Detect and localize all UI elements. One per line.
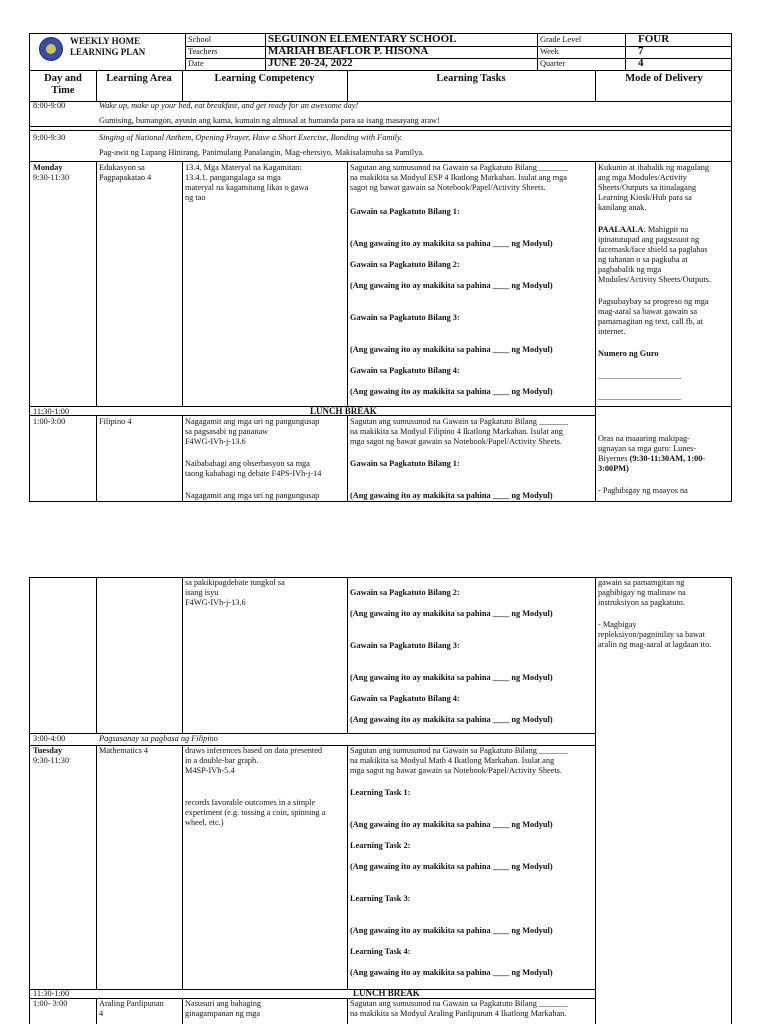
school-label: School <box>188 35 212 44</box>
math-page-4: (Ang gawaing ito ay makikita sa pahina ____ ng Modyul) <box>350 968 553 977</box>
quarter-label: Quarter <box>540 59 566 68</box>
delivery-line: kanilang anak. <box>598 203 647 212</box>
monday-day: Monday <box>33 163 63 172</box>
esp-area-2: Pagpapakatao 4 <box>99 173 152 182</box>
math-intro-2: na makikita sa Modyul Math 4 Ikatlong Markahan. Isulat ang <box>350 756 555 765</box>
reading-activity: Pagsasanay sa pagbasa ng Filipino <box>99 734 218 743</box>
date-label: Date <box>188 59 204 68</box>
esp-task-2: Gawain sa Pagkatuto Bilang 2: <box>350 260 460 269</box>
paalaala-note <box>598 225 688 235</box>
fil-intro-3: mga sagot ng bawat gawain sa Notebook/Papel/Activity Sheets. <box>350 437 562 446</box>
ap-intro-1: Sagutan ang sumusunod na Gawain sa Pagkatuto Bilang _______ <box>350 999 568 1008</box>
esp-comp-2: 13.4.1. pangangalaga sa mga <box>185 173 281 182</box>
delivery-line: repleksiyon/pagninilay sa bawat <box>598 630 705 639</box>
delivery-line: - Pagbibigay ng maayos na <box>598 486 688 495</box>
delivery-line: Sheets/Outputs sa itinalagang <box>598 183 697 192</box>
tuesday-day: Tuesday <box>33 746 63 755</box>
filipino-area: Filipino 4 <box>99 417 132 426</box>
col-header-day-time-1: Day and <box>44 73 82 84</box>
math-task-2: Learning Task 2: <box>350 841 411 850</box>
esp-task-1: Gawain sa Pagkatuto Bilang 1: <box>350 207 460 216</box>
fil-task-4: Gawain sa Pagkatuto Bilang 4: <box>350 694 460 703</box>
delivery-line: Kukunin at ibabalik ng magulang <box>598 163 710 172</box>
oras-line <box>598 454 705 464</box>
fil-page-2: (Ang gawaing ito ay makikita sa pahina ____ ng Modyul) <box>350 609 553 618</box>
col-header-competency: Learning Competency <box>214 73 315 84</box>
quarter-value: 4 <box>638 57 644 69</box>
ap-comp-2: ginagampanan ng mga <box>185 1009 261 1018</box>
esp-task-4: Gawain sa Pagkatuto Bilang 4: <box>350 366 460 375</box>
fil-task-3: Gawain sa Pagkatuto Bilang 3: <box>350 641 460 650</box>
plan-title-line1: WEEKLY HOME <box>70 36 141 46</box>
esp-task-3: Gawain sa Pagkatuto Bilang 3: <box>350 313 460 322</box>
delivery-line: ng tahanan o sa pagkuha at <box>598 255 688 264</box>
esp-intro-3: sagot ng bawat gawain sa Notebook/Papel/Activity Sheets. <box>350 183 546 192</box>
ap-comp-1: Nasusuri ang bahaging <box>185 999 262 1008</box>
esp-comp-3: materyal na kagamitang likas o gawa <box>185 183 309 192</box>
delivery-line: gawain sa pamamgitan ng <box>598 578 685 587</box>
lunch2-label: LUNCH BREAK <box>353 988 420 998</box>
ap-intro-2: na makikita sa Modyul Araling Panlipunan 4 Ikatlong Markahan. <box>350 1009 567 1018</box>
esp-comp-1: 13.4. Mga Materyal na Kagamitan: <box>185 163 302 172</box>
math-page-3: (Ang gawaing ito ay makikita sa pahina ____ ng Modyul) <box>350 926 553 935</box>
tuesday-time: 9:30-11:30 <box>33 756 70 765</box>
esp-intro-2: na makikita sa Modyul ESP 4 Ikatlong Markahan. Isulat ang mga <box>350 173 567 182</box>
col-header-delivery: Mode of Delivery <box>625 73 703 84</box>
week-label: Week <box>540 47 559 56</box>
delivery-line: Modules/Activity Sheets/Outputs. <box>598 275 711 284</box>
delivery-line: aralin ng mag-aaral at lagdaan ito. <box>598 640 712 649</box>
esp-area-1: Edukasyon sa <box>99 163 145 172</box>
fil-comp-2: sa pagsasabi ng pananaw <box>185 427 269 436</box>
delivery-line: pagbibigay ng malinaw na <box>598 588 686 597</box>
fil-comp-6: Nagagamit ang mga uri ng pangungusap <box>185 491 320 500</box>
delivery-line: ipinatutupad ang pagsusuot ng <box>598 235 700 244</box>
lunch1-time: 11:30-1:00 <box>33 407 70 416</box>
math-task-1: Learning Task 1: <box>350 788 411 797</box>
numero-ng-guro: Numero ng Guro <box>598 349 659 358</box>
paalaala-label: PAALAALA <box>598 225 644 234</box>
delivery-line: Learning Kiosk/Hub para sa <box>598 193 692 202</box>
filipino-time: 1:00-3:00 <box>33 417 66 426</box>
delivery-line: ugnayan sa mga guro: Lunes- <box>598 444 697 453</box>
plan-title-line2: LEARNING PLAN <box>70 47 146 57</box>
math-comp-2: in a double-bar graph. <box>185 756 259 765</box>
routine1-time: 8:00-9:00 <box>33 101 66 110</box>
oras-day: Biyernes <box>598 454 630 463</box>
fil-intro-2: na makikita sa Modyul Filipino 4 Ikatlong Markahan. Isulat ang <box>350 427 563 436</box>
monday-time: 9:30-11:30 <box>33 173 70 182</box>
esp-page-4: (Ang gawaing ito ay makikita sa pahina ____ ng Modyul) <box>350 387 553 396</box>
esp-page-1: (Ang gawaing ito ay makikita sa pahina ____ ng Modyul) <box>350 239 553 248</box>
fil-comp-cont-1: sa pakikipagdebate tungkol sa <box>185 578 285 587</box>
delivery-line: internet. <box>598 327 626 336</box>
fil-comp-4: Naibabahagi ang obserbasyon sa mga <box>185 459 310 468</box>
week-value: 7 <box>638 45 644 57</box>
blank-line-1: ____________________ <box>598 371 681 380</box>
math-task-3: Learning Task 3: <box>350 894 411 903</box>
fil-comp-3: F4WG-IVh-j-13.6 <box>185 437 246 446</box>
grade-level-value: FOUR <box>638 33 670 45</box>
fil-comp-cont-2: isang isyu <box>185 588 219 597</box>
delivery-line: pagbabalik ng mga <box>598 265 662 274</box>
delivery-line: Pagsubaybay sa progreso ng mga <box>598 297 709 306</box>
ap-time: 1:00- 3:00 <box>33 999 68 1008</box>
fil-comp-5: taong kabahagi ng debate F4PS-IVh-j-14 <box>185 469 322 478</box>
math-comp-4: records favorable outcomes in a simple <box>185 798 316 807</box>
math-area: Mathematics 4 <box>99 746 149 755</box>
delivery-line: pamamagitan ng text, call fb, at <box>598 317 703 326</box>
oras-hours: (9:30-11:30AM, 1:00- <box>629 454 706 463</box>
school-value: SEGUINON ELEMENTARY SCHOOL <box>268 33 457 45</box>
fil-page-4: (Ang gawaing ito ay makikita sa pahina ____ ng Modyul) <box>350 715 553 724</box>
math-comp-5: experiment (e.g. tossing a coin, spinning a <box>185 808 326 817</box>
esp-page-2: (Ang gawaing ito ay makikita sa pahina ____ ng Modyul) <box>350 281 553 290</box>
math-page-2: (Ang gawaing ito ay makikita sa pahina ____ ng Modyul) <box>350 862 553 871</box>
math-comp-3: M4SP-IVh-5.4 <box>185 766 235 775</box>
lunch2-time: 11:30-1:00 <box>33 989 70 998</box>
math-comp-1: draws inferences based on data presented <box>185 746 323 755</box>
delivery-line: ang mga Modules/Activity <box>598 173 687 182</box>
esp-intro-1: Sagutan ang sumusunod na Gawain sa Pagkatuto Bilang _______ <box>350 163 568 172</box>
ap-area-1: Araling Panlipunan <box>99 999 164 1008</box>
col-header-tasks: Learning Tasks <box>436 73 506 84</box>
routine2-line2: Pag-awit ng Lupang Hinirang, Panimulang Panalangin, Mag-ehersiyo, Makisalamuha sa Pamilya. <box>99 148 425 157</box>
ap-area-2: 4 <box>99 1009 104 1018</box>
fil-task-1: Gawain sa Pagkatuto Bilang 1: <box>350 459 460 468</box>
col-header-learning-area: Learning Area <box>106 73 172 84</box>
fil-intro-1: Sagutan ang sumusunod na Gawain sa Pagkatuto Bilang _______ <box>350 417 568 426</box>
delivery-line: mag-aaral sa bawat gawain sa <box>598 307 698 316</box>
date-value: JUNE 20-24, 2022 <box>268 57 353 69</box>
plan-page-1 <box>29 33 732 502</box>
paalaala-text: : Mahigpit na <box>643 225 689 234</box>
lunch1-label: LUNCH BREAK <box>310 406 377 416</box>
fil-comp-cont-3: F4WG-IVh-j-13.6 <box>185 598 246 607</box>
reading-time: 3:00-4:00 <box>33 734 66 743</box>
math-page-1: (Ang gawaing ito ay makikita sa pahina ____ ng Modyul) <box>350 820 553 829</box>
fil-page-3: (Ang gawaing ito ay makikita sa pahina ____ ng Modyul) <box>350 673 553 682</box>
routine1-line1: Wake up, make up your bed, eat breakfast, and get ready for an awesome day! <box>99 101 359 110</box>
delivery-line: Oras na maaaring makipag- <box>598 434 690 443</box>
routine2-time: 9:00-9:30 <box>33 133 66 142</box>
esp-comp-4: ng tao <box>185 193 206 202</box>
blank-line-2: ____________________ <box>598 392 681 401</box>
routine2-line1: Singing of National Anthem, Opening Prayer, Have a Short Exercise, Bonding with Family. <box>99 133 403 142</box>
delivery-line: facemask/face shield sa paglabas <box>598 245 708 254</box>
math-intro-3: mga sagot ng bawat gawain sa Notebook/Papel/Activity Sheets. <box>350 766 562 775</box>
teachers-label: Teachers <box>188 47 218 56</box>
col-header-day-time-2: Time <box>51 85 75 96</box>
deped-seal-logo <box>39 37 63 61</box>
delivery-line: - Magbigay <box>598 620 637 629</box>
math-comp-6: wheel, etc.) <box>185 818 224 827</box>
grade-level-label: Grade Level <box>540 35 582 44</box>
math-task-4: Learning Task 4: <box>350 947 411 956</box>
plan-page-2 <box>29 577 732 1024</box>
fil-page-1: (Ang gawaing ito ay makikita sa pahina ____ ng Modyul) <box>350 491 553 500</box>
fil-comp-1: Nagagamit ang mga uri ng pangungusap <box>185 417 320 426</box>
teacher-value: MARIAH BEAFLOR P. HISONA <box>268 45 429 57</box>
esp-page-3: (Ang gawaing ito ay makikita sa pahina ____ ng Modyul) <box>350 345 553 354</box>
delivery-line: instruksiyon sa pagkatuto. <box>598 598 685 607</box>
fil-task-2: Gawain sa Pagkatuto Bilang 2: <box>350 588 460 597</box>
delivery-line: 3:00PM) <box>598 464 629 473</box>
routine1-line2: Gumising, bumangon, ayusin ang kama, kumain ng almusal at humanda para sa isang masayang araw! <box>99 116 440 125</box>
math-intro-1: Sagutan ang sumusunod na Gawain sa Pagkatuto Bilang _______ <box>350 746 568 755</box>
